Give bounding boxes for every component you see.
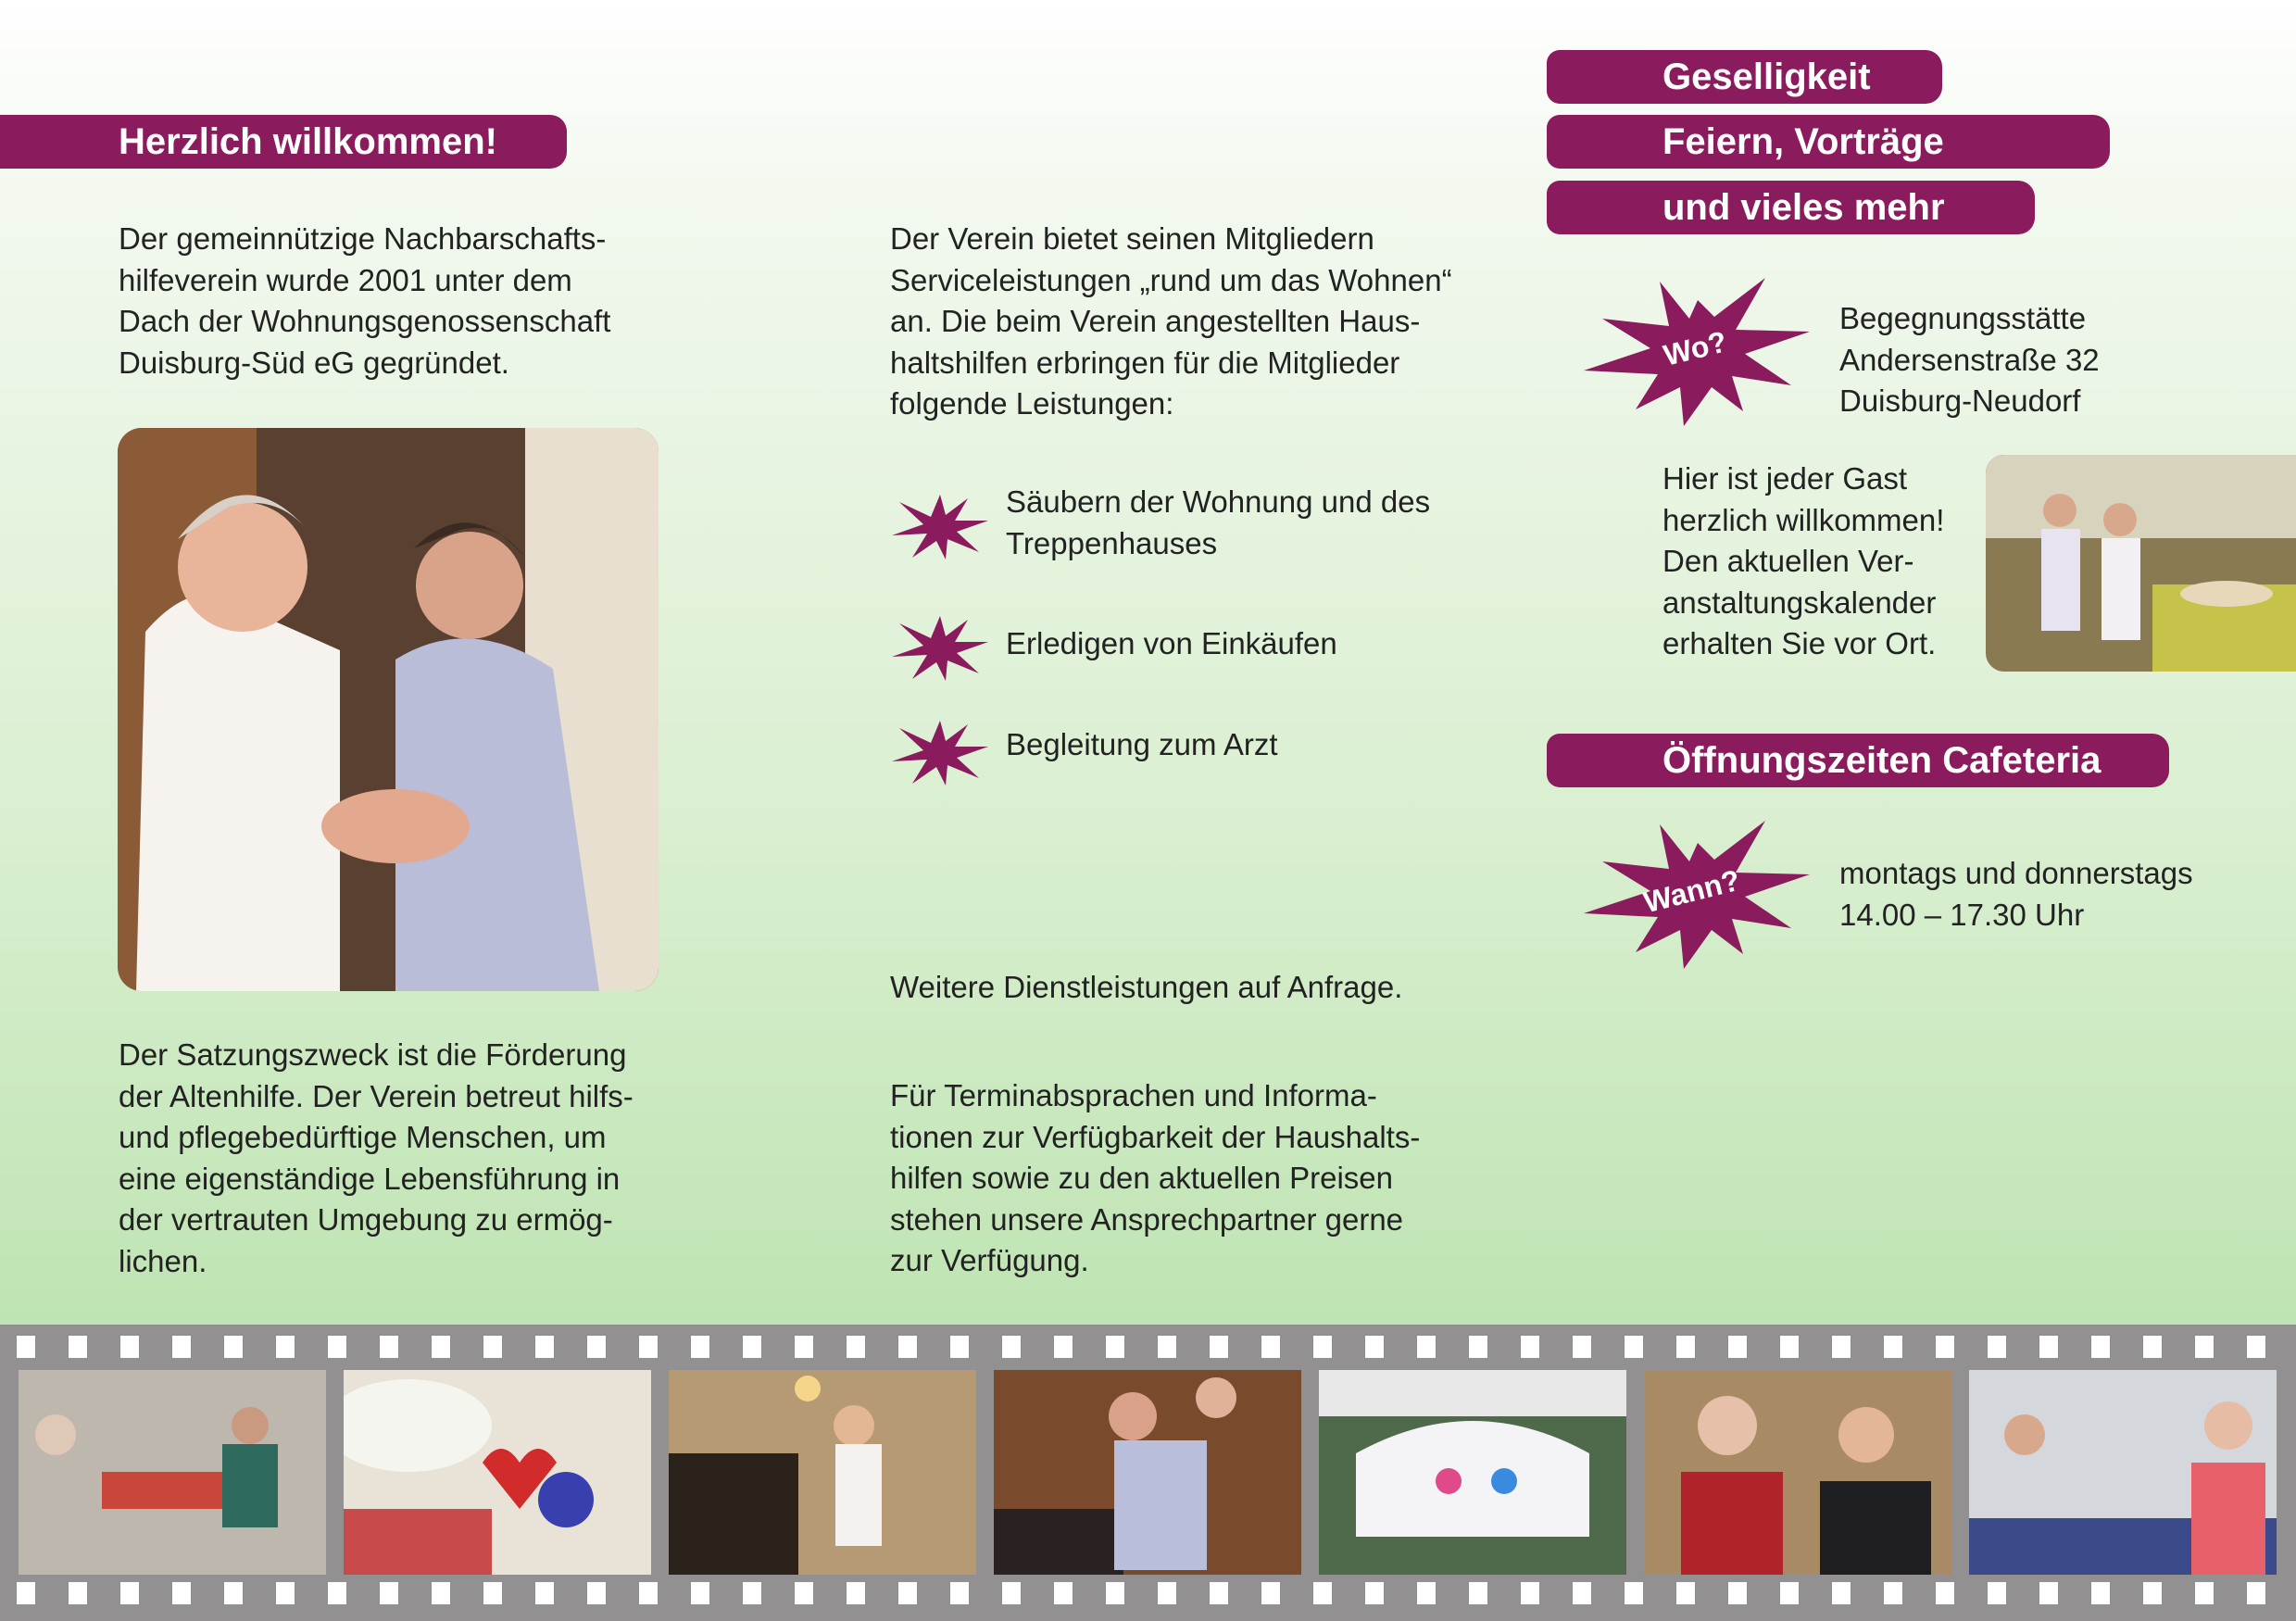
- banner-label: Feiern, Vorträge: [1662, 121, 1944, 162]
- star-burst-icon: [890, 614, 990, 683]
- address-text: Begegnungsstätte Andersenstraße 32 Duisburg-Neudorf: [1839, 301, 2100, 418]
- service-label: Säubern der Wohnung und des Treppenhauses: [1006, 484, 1431, 560]
- geselligkeit-banner: [1547, 50, 1942, 104]
- service-label: Begleitung zum Arzt: [1006, 727, 1278, 761]
- where-burst: [1580, 272, 1815, 430]
- hours-text: montags und donnerstags 14.00 – 17.30 Uhr: [1839, 856, 2193, 932]
- contact-text: Für Terminabsprachen und Informa- tionen zur Verfügbarkeit der Haushalts- hilfen sowie zu den aktuellen Preisen stehen unsere Ansprechpartner gerne zur Verfügung.: [890, 1078, 1421, 1277]
- vieles-mehr-banner: [1547, 181, 2035, 234]
- when-label: Wann?: [1640, 862, 1744, 920]
- star-burst-icon: [890, 493, 990, 561]
- film-perforation-top: [0, 1336, 2296, 1358]
- feiern-banner: [1547, 115, 2110, 169]
- where-label: Wo?: [1660, 324, 1730, 372]
- service-label: Erledigen von Einkäufen: [1006, 626, 1337, 660]
- photo-filmstrip: [0, 1325, 2296, 1621]
- banner-label: und vieles mehr: [1662, 187, 1945, 228]
- film-photo-5: [1319, 1370, 1626, 1575]
- welcome-banner: [0, 115, 567, 169]
- star-burst-icon: [890, 719, 990, 787]
- film-perforation-bottom: [0, 1582, 2296, 1604]
- greeting-photo: [118, 428, 659, 991]
- film-photo-6: [1644, 1370, 1951, 1575]
- welcome-title: Herzlich willkommen!: [119, 121, 497, 162]
- banner-label: Geselligkeit: [1662, 57, 1871, 97]
- film-photo-2: [344, 1370, 651, 1575]
- intro-text: Der gemeinnützige Nachbarschafts- hilfeverein wurde 2001 unter dem Dach der Wohnungsgenossenschaft Duisburg-Süd eG gegründet.: [119, 221, 611, 380]
- services-intro-text: Der Verein bietet seinen Mitgliedern Serviceleistungen „rund um das Wohnen“ an. Die beim Verein angestellten Haus- haltshilfen erbringen für die Mitglieder folgende Leistungen:: [890, 221, 1452, 421]
- purpose-text: Der Satzungszweck ist die Förderung der Altenhilfe. Der Verein betreut hilfs- und pflegebedürftige Menschen, um eine eigenständige Lebensführung in der vertrauten Umgebung zu ermög- lichen.: [119, 1037, 634, 1278]
- cafe-welcome-text: Hier ist jeder Gast herzlich willkommen! Den aktuellen Ver- anstaltungskalender erhalten Sie vor Ort.: [1662, 461, 1945, 660]
- film-photo-3: [669, 1370, 976, 1575]
- when-burst: [1580, 815, 1815, 973]
- opening-hours-title: Öffnungszeiten Cafeteria: [1662, 740, 2102, 781]
- film-photo-4: [994, 1370, 1301, 1575]
- buffet-photo: [1986, 455, 2296, 672]
- film-photo-7: [1969, 1370, 2277, 1575]
- film-photo-1: [19, 1370, 326, 1575]
- opening-hours-banner: [1547, 734, 2169, 787]
- more-services-text: Weitere Dienstleistungen auf Anfrage.: [890, 970, 1403, 1004]
